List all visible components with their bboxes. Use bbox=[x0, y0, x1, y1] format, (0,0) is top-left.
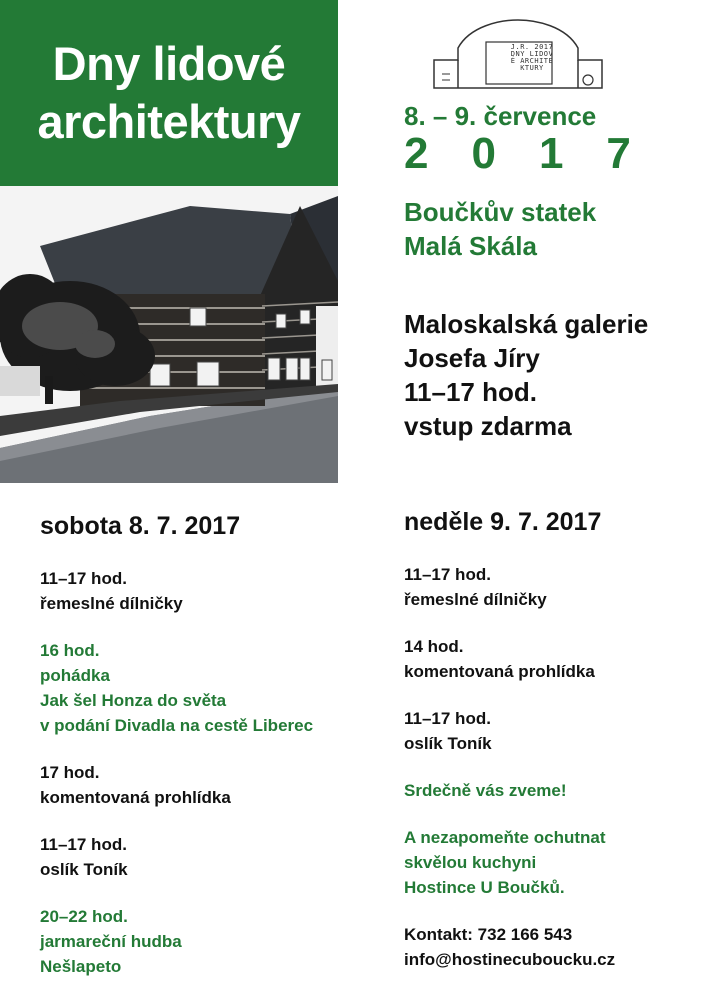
program-item-line: A nezapomeňte ochutnat bbox=[404, 828, 606, 847]
program-item-line: skvělou kuchyni bbox=[404, 853, 537, 872]
gallery-line: vstup zdarma bbox=[404, 411, 572, 441]
program-item-line: v podání Divadla na cestě Liberec bbox=[40, 716, 314, 735]
title-line-2: architektury bbox=[37, 95, 301, 148]
program-item-line: Kontakt: 732 166 543 bbox=[404, 925, 573, 944]
title-line-1: Dny lidové bbox=[52, 37, 286, 90]
sunday-program bbox=[404, 562, 615, 994]
program-item bbox=[404, 922, 615, 972]
program-item bbox=[40, 760, 313, 810]
event-date: 8. – 9. července bbox=[404, 101, 597, 131]
program-item-line: komentovaná prohlídka bbox=[404, 662, 595, 681]
program-item-line: jarmareční hudba bbox=[40, 932, 182, 951]
saturday-heading: sobota 8. 7. 2017 bbox=[40, 512, 241, 540]
program-item-line: řemeslné dílničky bbox=[404, 590, 547, 609]
program-item bbox=[404, 825, 615, 900]
venue-line: Malá Skála bbox=[404, 231, 537, 261]
title-banner bbox=[0, 0, 338, 186]
program-item-line: 17 hod. bbox=[40, 763, 100, 782]
program-item-line: 20–22 hod. bbox=[40, 907, 128, 926]
program-item bbox=[404, 634, 615, 684]
saturday-program bbox=[40, 566, 313, 1001]
program-item bbox=[40, 638, 313, 738]
program-item-line: Hostince U Boučků. bbox=[404, 878, 565, 897]
program-item bbox=[40, 832, 313, 882]
program-item-line: oslík Toník bbox=[40, 860, 128, 879]
program-item-line: 11–17 hod. bbox=[404, 709, 491, 728]
program-item-line: info@hostinecuboucku.cz bbox=[404, 950, 616, 969]
house-photo bbox=[0, 186, 338, 483]
program-item bbox=[40, 566, 313, 616]
program-item-line: Nešlapeto bbox=[40, 957, 122, 976]
gallery-line: 11–17 hod. bbox=[404, 377, 537, 407]
program-item bbox=[404, 562, 615, 612]
program-item-line: oslík Toník bbox=[404, 734, 492, 753]
logo-lettering: J.R. 2017 DNY LIDOV É ARCHITE KTURY bbox=[510, 43, 554, 72]
program-item bbox=[40, 904, 313, 979]
program-item-line: 11–17 hod. bbox=[404, 565, 491, 584]
program-item-line: řemeslné dílničky bbox=[40, 594, 183, 613]
program-item-line: 14 hod. bbox=[404, 637, 464, 656]
program-item-line: 11–17 hod. bbox=[40, 835, 127, 854]
venue-line: Boučkův statek bbox=[404, 197, 597, 227]
program-item-line: Srdečně vás zveme! bbox=[404, 781, 567, 800]
program-item-line: pohádka bbox=[40, 666, 110, 685]
sunday-heading: neděle 9. 7. 2017 bbox=[404, 508, 602, 536]
gallery-line: Maloskalská galerie bbox=[404, 309, 649, 339]
gallery-line: Josefa Jíry bbox=[404, 343, 540, 373]
program-item-line: komentovaná prohlídka bbox=[40, 788, 231, 807]
program-item-line: 16 hod. bbox=[40, 641, 100, 660]
venue bbox=[404, 195, 596, 263]
gallery-info bbox=[404, 307, 648, 443]
program-item-line: Jak šel Honza do světa bbox=[40, 691, 227, 710]
program-item-line: 11–17 hod. bbox=[40, 569, 127, 588]
program-item bbox=[404, 706, 615, 756]
program-item bbox=[404, 778, 615, 803]
event-year: 2017 bbox=[404, 129, 674, 178]
